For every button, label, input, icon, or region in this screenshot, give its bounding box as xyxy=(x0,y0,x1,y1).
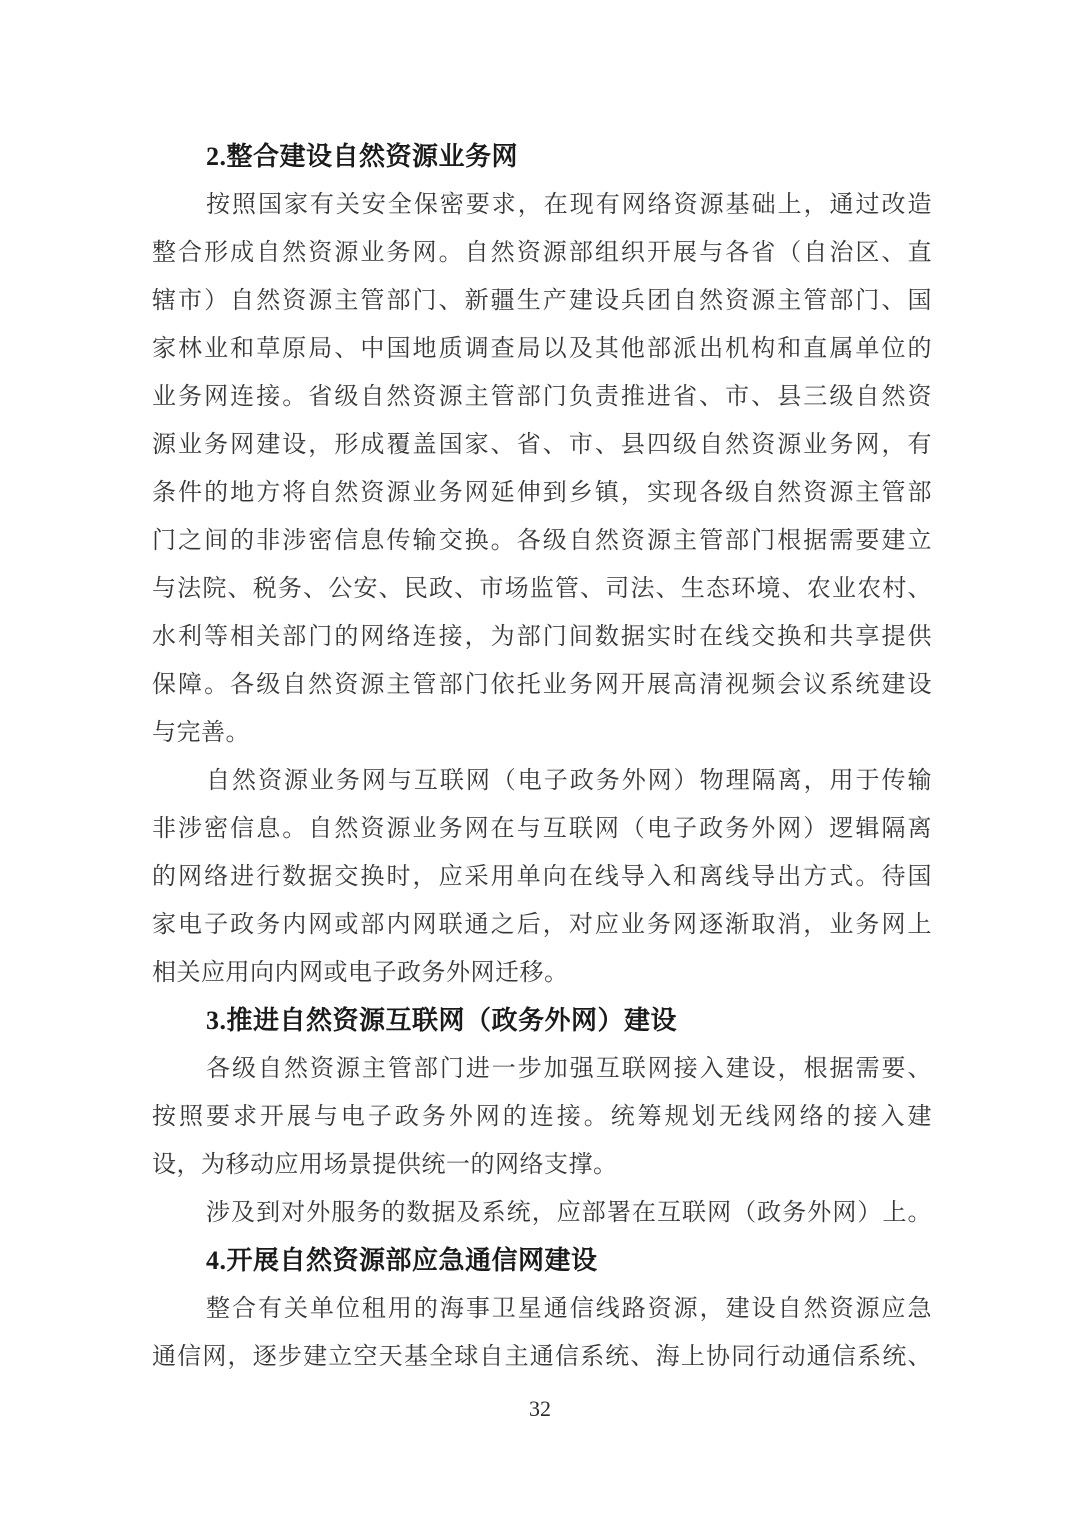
paragraph-business-network xyxy=(152,181,932,757)
text-line: 与完善。 xyxy=(152,720,250,746)
text-line: 各级自然资源主管部门进一步加强互联网接入建设，根据需要、 xyxy=(206,1056,932,1082)
text-line: 条件的地方将自然资源业务网延伸到乡镇，实现各级自然资源主管部 xyxy=(152,480,932,506)
paragraph-emergency-comms xyxy=(152,1285,932,1381)
paragraph-external-services xyxy=(152,1189,932,1237)
text-line: 门之间的非涉密信息传输交换。各级自然资源主管部门根据需要建立 xyxy=(152,528,932,554)
text-line: 自然资源业务网与互联网（电子政务外网）物理隔离，用于传输 xyxy=(206,768,932,794)
text-line: 水利等相关部门的网络连接，为部门间数据实时在线交换和共享提供 xyxy=(152,624,932,650)
page-number: 32 xyxy=(529,1396,551,1421)
section-heading-3: 3.推进自然资源互联网（政务外网）建设 xyxy=(206,1006,678,1035)
text-line: 家电子政务内网或部内网联通之后，对应业务网逐渐取消，业务网上 xyxy=(152,912,932,938)
paragraph-network-isolation xyxy=(152,757,932,997)
text-line: 辖市）自然资源主管部门、新疆生产建设兵团自然资源主管部门、国 xyxy=(152,288,932,314)
paragraph-internet-access xyxy=(152,1045,932,1189)
text-line: 按照国家有关安全保密要求，在现有网络资源基础上，通过改造 xyxy=(206,192,932,218)
text-line: 家林业和草原局、中国地质调查局以及其他部派出机构和直属单位的 xyxy=(152,336,932,362)
text-line: 业务网连接。省级自然资源主管部门负责推进省、市、县三级自然资 xyxy=(152,384,932,410)
text-line: 与法院、税务、公安、民政、市场监管、司法、生态环境、农业农村、 xyxy=(152,576,932,602)
text-line: 设，为移动应用场景提供统一的网络支撑。 xyxy=(152,1152,618,1178)
text-line: 的网络进行数据交换时，应采用单向在线导入和离线导出方式。待国 xyxy=(152,864,932,890)
text-line: 按照要求开展与电子政务外网的连接。统筹规划无线网络的接入建 xyxy=(152,1104,932,1130)
section-heading-2: 2.整合建设自然资源业务网 xyxy=(206,142,519,171)
text-line: 通信网，逐步建立空天基全球自主通信系统、海上协同行动通信系统、 xyxy=(152,1344,932,1370)
text-line: 非涉密信息。自然资源业务网在与互联网（电子政务外网）逻辑隔离 xyxy=(152,816,932,842)
text-line: 保障。各级自然资源主管部门依托业务网开展高清视频会议系统建设 xyxy=(152,672,932,698)
page-body xyxy=(152,133,932,1381)
section-heading-4: 4.开展自然资源部应急通信网建设 xyxy=(206,1246,598,1275)
text-line: 源业务网建设，形成覆盖国家、省、市、县四级自然资源业务网，有 xyxy=(152,432,932,458)
text-line: 整合形成自然资源业务网。自然资源部组织开展与各省（自治区、直 xyxy=(152,240,932,266)
text-line: 涉及到对外服务的数据及系统，应部署在互联网（政务外网）上。 xyxy=(206,1200,932,1226)
text-line: 整合有关单位租用的海事卫星通信线路资源，建设自然资源应急 xyxy=(206,1296,932,1322)
text-line: 相关应用向内网或电子政务外网迁移。 xyxy=(152,960,569,986)
